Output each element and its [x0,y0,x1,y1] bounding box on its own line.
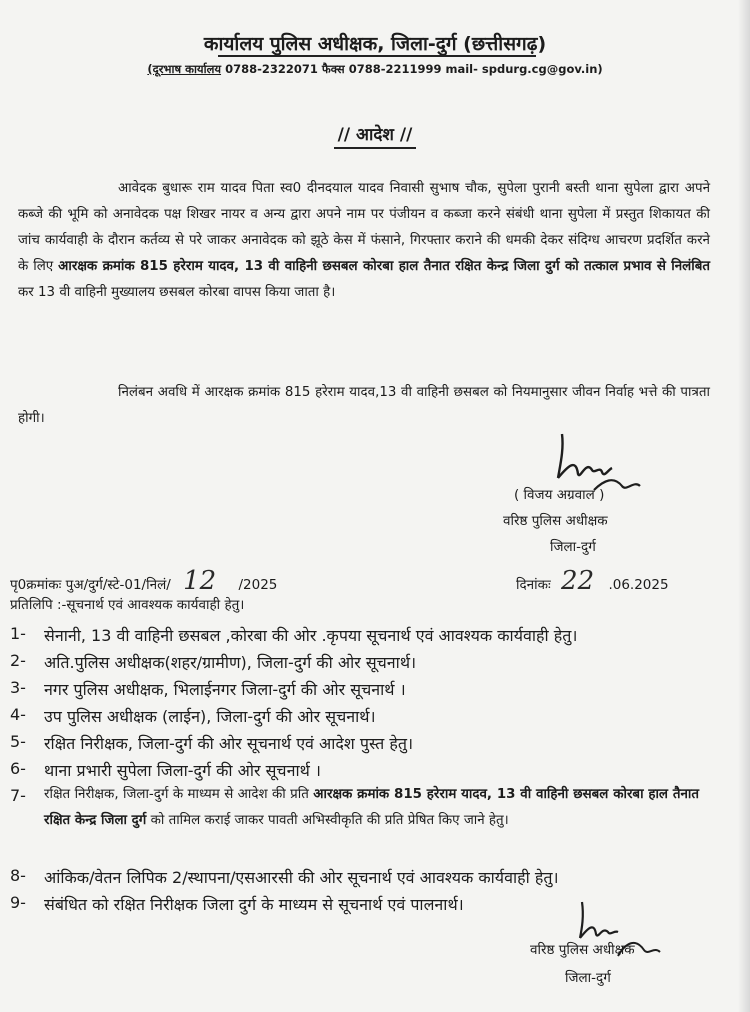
order-paragraph-2 [18,380,710,432]
copy-item-number: 7- [10,786,26,805]
contact-details: 0788-2322071 फैक्स 0788-2211999 mail- spdurg.cg@gov.in) [225,62,603,76]
copy-item-number: 3- [10,678,26,697]
date-line [516,566,669,596]
paragraph1-text: आवेदक बुधारू राम यादव पिता स्व0 दीनदयाल यादव निवासी सुभाष चौक, सुपेला पुरानी बस्ती थाना सुपेला द्वारा अपने कब्जे की भूमि को अनावेदक पक्ष शिखर नायर व अन्य द्वारा अपने नाम पर पंजीयन व कब्जा करने संबंधी थाना सुपेला में प्रस्तुत शिकायत की जांच कार्यवाही के दौरान कर्तव्य से परे जाकर अनावेदक को झूठे केस में फंसाने, गिरफ्तार कराने की धमकी देकर संदिग्ध आचरण प्रदर्शित करने के लिए [18,181,710,274]
copy-item-number: 1- [10,624,26,643]
copy-item-text: थाना प्रभारी सुपेला जिला-दुर्ग की ओर सूचनार्थ । [44,761,321,780]
copy-item-text: आंकिक/वेतन लिपिक 2/स्थापना/एसआरसी की ओर सूचनार्थ एवं आवश्यक कार्यवाही हेतु। [44,868,559,887]
contact-label: (दूरभाष कार्यालय [147,62,222,76]
copy-item-text: रक्षित निरीक्षक, जिला-दुर्ग की ओर सूचनार्थ एवं आदेश पुस्त हेतु। [44,734,414,753]
copy-item-number: 8- [10,866,26,885]
date-rest: .06.2025 [608,577,669,593]
copy-item-7-post: को तामिल कराई जाकर पावती अभिस्वीकृति की प्रति प्रेषित किए जाने हेतु। [150,813,509,828]
title-underline [218,55,536,57]
copy-item-text: नगर पुलिस अधीक्षक, भिलाईनगर जिला-दुर्ग की ओर सूचनार्थ । [44,680,406,699]
reference-number: 12 [183,566,217,596]
paragraph1-bold: आरक्षक क्रमांक 815 हरेराम यादव, 13 वी वाहिनी छसबल कोरबा हाल तैनात रक्षित केन्द्र जिला दुर्ग को तत्काल प्रभाव से निलंबित [58,259,710,274]
copy-item-text: अति.पुलिस अधीक्षक(शहर/ग्रामीण), जिला-दुर्ग की ओर सूचनार्थ। [44,653,417,672]
copy-item-number: 2- [10,651,26,670]
reference-prefix: पृ0क्रमांकः पुअ/दुर्ग/स्टे-01/निलं/ [10,577,171,593]
paragraph1-end: कर 13 वी वाहिनी मुख्यालय छसबल कोरबा वापस किया जाता है। [18,285,336,300]
signature-2-mark [570,898,680,978]
date-label: दिनांकः [516,577,551,593]
order-paragraph-1 [18,176,710,306]
copy-item-text [44,782,699,834]
copy-item-text: सेनानी, 13 वी वाहिनी छसबल ,कोरबा की ओर .कृपया सूचनार्थ एवं आवश्यक कार्यवाही हेतु। [44,626,578,645]
copy-item-text: उप पुलिस अधीक्षक (लाईन), जिला-दुर्ग की ओर सूचनार्थ। [44,707,376,726]
copy-item-text: संबंधित को रक्षित निरीक्षक जिला दुर्ग के माध्यम से सूचनार्थ एवं पालनार्थ। [44,895,464,914]
signature-2-district: जिला-दुर्ग [565,970,611,986]
paragraph2-text: निलंबन अवधि में आरक्षक क्रमांक 815 हरेराम यादव,13 वी वाहिनी छसबल को नियमानुसार जीवन निर्वाह भत्ते की पात्रता होगी। [18,385,710,426]
copy-item-number: 4- [10,705,26,724]
signature-1-name: ( विजय अग्रवाल ) [514,487,605,503]
copy-item-number: 9- [10,893,26,912]
copy-item-number: 5- [10,732,26,751]
office-title: कार्यालय पुलिस अधीक्षक, जिला-दुर्ग (छत्तीसगढ़) [203,33,547,55]
signature-1-designation: वरिष्ठ पुलिस अधीक्षक [503,513,608,529]
date-day: 22 [561,566,595,596]
order-title: // आदेश // [334,125,417,149]
copy-item-number: 6- [10,759,26,778]
copy-item-7-pre: रक्षित निरीक्षक, जिला-दुर्ग के माध्यम से आदेश की प्रति [44,787,309,802]
copy-item-7-bold: आरक्षक क्रमांक 815 हरेराम यादव, 13 वी वाहिनी छसबल कोरबा हाल तैनात रक्षित केन्द्र जिला दुर्ग [44,787,699,828]
reference-year: /2025 [238,577,278,593]
copy-to-line: प्रतिलिपि :-सूचनार्थ एवं आवश्यक कार्यवाही हेतु। [10,597,245,613]
signature-2-designation: वरिष्ठ पुलिस अधीक्षक [530,942,635,958]
signature-1-district: जिला-दुर्ग [550,539,596,555]
reference-number-line [10,566,277,596]
order-heading [0,122,750,145]
contact-line [0,62,750,77]
page-edge-shadow [738,0,750,1012]
